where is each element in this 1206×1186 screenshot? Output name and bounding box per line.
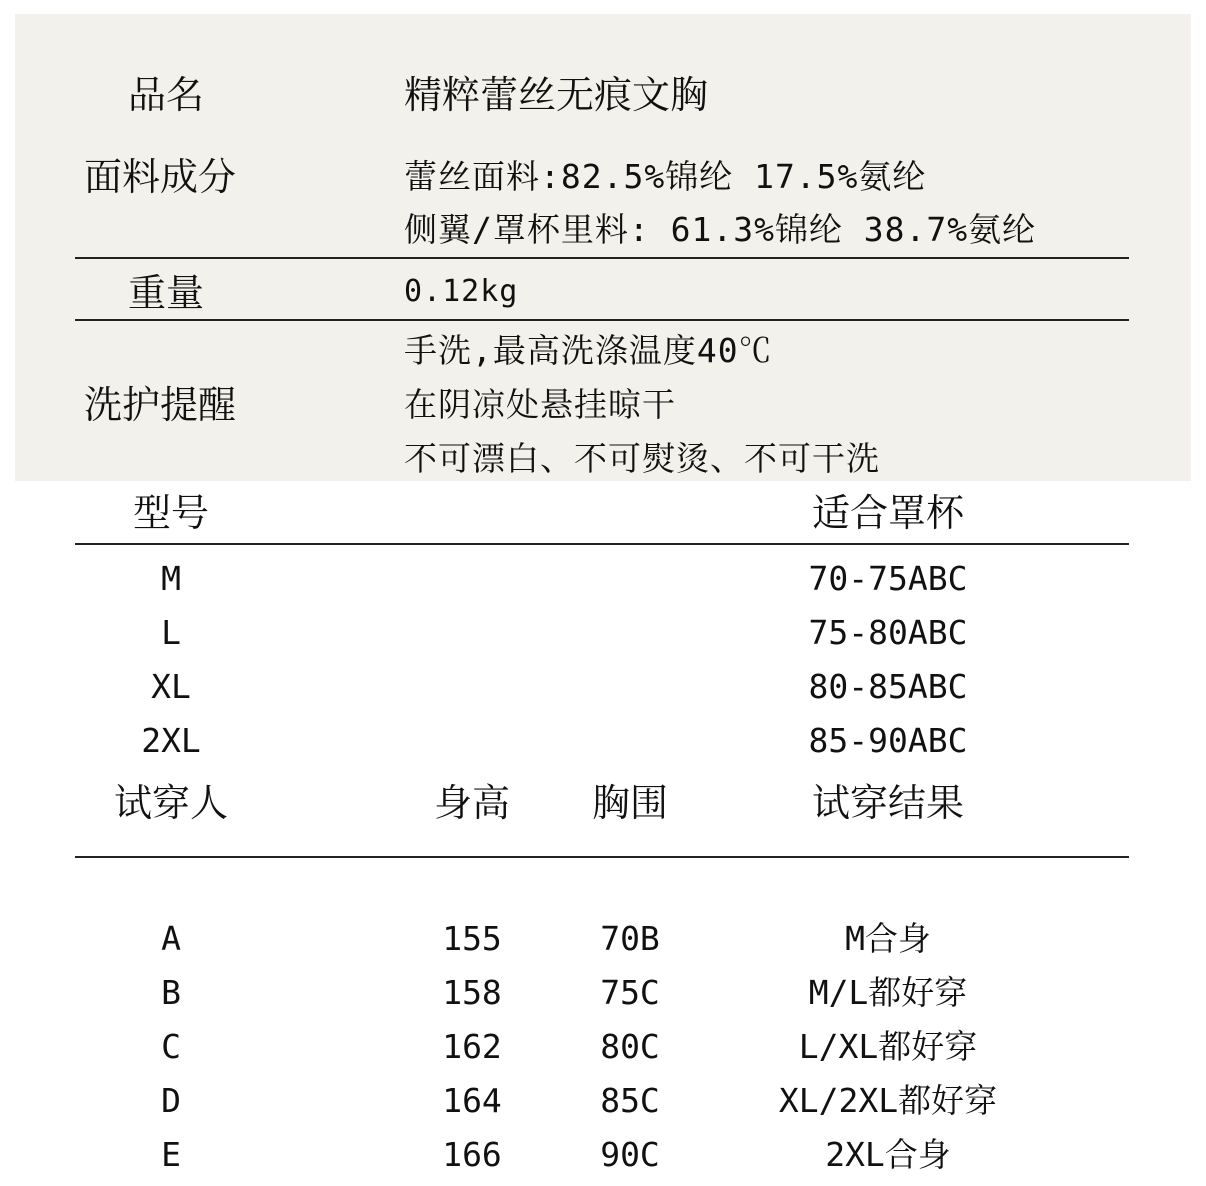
cup-cell: 80-85ABC: [808, 667, 968, 706]
trial-bust-cell: 75C: [600, 973, 660, 1012]
trial-person-cell: B: [161, 973, 181, 1012]
size-cell: L: [161, 613, 181, 652]
trial-bust-cell: 70B: [600, 919, 660, 958]
product-name-label: 品名: [128, 73, 205, 117]
cup-cell: 85-90ABC: [808, 721, 968, 760]
trial-result-header: 试穿结果: [811, 781, 965, 825]
trial-height-cell: 166: [442, 1135, 502, 1174]
divider-weight-care: [75, 319, 1129, 321]
care-line-1: 手洗,最高洗涤温度40℃: [404, 331, 773, 370]
trial-result-cell: L/XL都好穿: [798, 1027, 978, 1066]
trial-result-cell: M合身: [845, 919, 931, 958]
divider-fabric-weight: [75, 257, 1129, 259]
product-name-value: 精粹蕾丝无痕文胸: [404, 73, 709, 117]
cup-header: 适合罩杯: [811, 491, 965, 535]
trial-person-header: 试穿人: [113, 781, 229, 825]
trial-person-cell: A: [161, 919, 181, 958]
trial-height-cell: 162: [442, 1027, 502, 1066]
trial-result-cell: XL/2XL都好穿: [778, 1081, 998, 1120]
divider-size-header: [75, 543, 1129, 545]
trial-height-cell: 164: [442, 1081, 502, 1120]
fabric-label: 面料成分: [84, 155, 237, 199]
trial-result-cell: 2XL合身: [825, 1135, 951, 1174]
divider-trial-header: [75, 856, 1129, 858]
trial-bust-header: 胸围: [591, 781, 669, 825]
trial-height-header: 身高: [433, 781, 511, 825]
size-cell: M: [161, 559, 181, 598]
fabric-line-1: 蕾丝面料:82.5%锦纶 17.5%氨纶: [404, 157, 927, 196]
size-cell: XL: [151, 667, 191, 706]
trial-person-cell: D: [161, 1081, 181, 1120]
trial-bust-cell: 85C: [600, 1081, 660, 1120]
trial-bust-cell: 90C: [600, 1135, 660, 1174]
cup-cell: 75-80ABC: [808, 613, 968, 652]
size-cell: 2XL: [141, 721, 201, 760]
trial-person-cell: C: [161, 1027, 181, 1066]
trial-result-cell: M/L都好穿: [808, 973, 968, 1012]
weight-label: 重量: [128, 271, 205, 315]
trial-bust-cell: 80C: [600, 1027, 660, 1066]
trial-height-cell: 155: [442, 919, 502, 958]
cup-cell: 70-75ABC: [808, 559, 968, 598]
trial-height-cell: 158: [442, 973, 502, 1012]
trial-person-cell: E: [161, 1135, 181, 1174]
care-line-3: 不可漂白、不可熨烫、不可干洗: [404, 439, 880, 478]
care-line-2: 在阴凉处悬挂晾干: [404, 385, 676, 424]
care-label: 洗护提醒: [84, 383, 237, 427]
fabric-line-2: 侧翼/罩杯里料: 61.3%锦纶 38.7%氨纶: [404, 210, 1037, 249]
weight-value: 0.12kg: [404, 274, 519, 309]
size-header: 型号: [132, 491, 210, 535]
